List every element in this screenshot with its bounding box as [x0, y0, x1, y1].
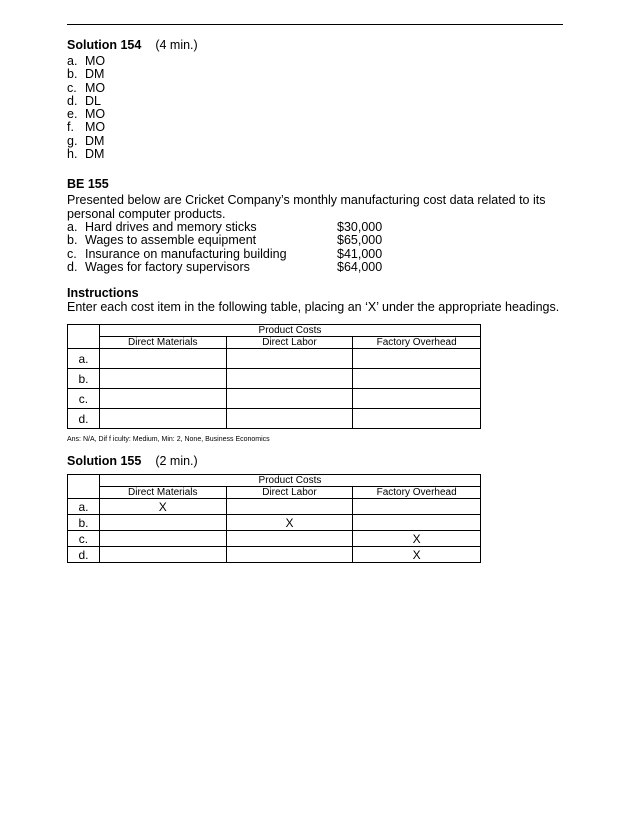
column-header: Direct Labor — [226, 337, 353, 349]
solution-155-time: (2 min.) — [155, 454, 198, 468]
solution-155-heading — [67, 454, 198, 468]
column-header: Direct Materials — [99, 337, 226, 349]
column-header: Direct Materials — [99, 487, 226, 499]
table-row — [68, 531, 481, 547]
cost-items-list — [67, 221, 382, 274]
group-header: Product Costs — [99, 475, 480, 487]
table-cell — [99, 515, 226, 531]
row-label: d. — [68, 409, 100, 429]
cost-item: d. Wages for factory supervisors $64,000 — [67, 259, 383, 274]
answer-item: c. MO — [67, 80, 106, 95]
cost-item: b. Wages to assemble equipment $65,000 — [67, 233, 383, 248]
table-cell[interactable] — [353, 369, 481, 389]
corner-cell — [68, 325, 100, 349]
answer-item: h. DM — [67, 147, 105, 162]
answer-item: f. MO — [67, 120, 106, 135]
table-cell — [99, 547, 226, 563]
solution-table — [67, 474, 481, 563]
table-cell — [226, 499, 353, 515]
solution-154-time: (4 min.) — [155, 38, 198, 52]
table-cell — [226, 531, 353, 547]
table-row — [68, 409, 481, 429]
answer-item: e. MO — [67, 107, 106, 122]
table-cell: X — [226, 515, 353, 531]
column-header: Direct Labor — [226, 487, 353, 499]
table-cell[interactable] — [99, 349, 226, 369]
column-header: Factory Overhead — [353, 337, 481, 349]
table-row — [68, 369, 481, 389]
table-cell[interactable] — [353, 409, 481, 429]
solution-154-heading — [67, 38, 198, 52]
answer-item: a. MO — [67, 54, 106, 68]
column-header: Factory Overhead — [353, 487, 481, 499]
row-label: b. — [68, 369, 100, 389]
table-cell[interactable] — [353, 349, 481, 369]
solution-154-title: Solution 154 — [67, 38, 142, 52]
row-label: c. — [68, 389, 100, 409]
table-cell — [99, 531, 226, 547]
be-155-intro: Presented below are Cricket Company’s monthly manufacturing cost data related to its personal computer products. — [67, 193, 546, 221]
blank-answer-table — [67, 324, 481, 429]
table-cell[interactable] — [99, 409, 226, 429]
question-metadata: Ans: N/A, Dif f iculty: Medium, Min: 2, None, Business Economics — [67, 436, 270, 443]
table-cell[interactable] — [226, 349, 353, 369]
answer-item: d. DL — [67, 93, 101, 108]
row-label: b. — [68, 515, 100, 531]
be-155-title: BE 155 — [67, 177, 109, 191]
table-cell: X — [353, 531, 481, 547]
top-rule — [67, 24, 563, 25]
cost-item: c. Insurance on manufacturing building $41,000 — [67, 246, 383, 261]
answer-item: b. DM — [67, 67, 105, 82]
table-row — [68, 515, 481, 531]
table-row — [68, 389, 481, 409]
table-cell — [226, 547, 353, 563]
table-cell: X — [353, 547, 481, 563]
row-label: a. — [68, 349, 100, 369]
answer-item: g. DM — [67, 133, 105, 148]
group-header: Product Costs — [99, 325, 480, 337]
row-label: c. — [68, 531, 100, 547]
row-label: a. — [68, 499, 100, 515]
table-row — [68, 499, 481, 515]
solution-155-title: Solution 155 — [67, 454, 142, 468]
table-cell[interactable] — [226, 409, 353, 429]
table-row — [68, 349, 481, 369]
table-cell[interactable] — [226, 389, 353, 409]
table-cell: X — [99, 499, 226, 515]
table-cell — [353, 515, 481, 531]
table-cell[interactable] — [99, 389, 226, 409]
solution-154-answers — [67, 55, 105, 161]
table-cell[interactable] — [99, 369, 226, 389]
instructions-text: Enter each cost item in the following table, placing an ‘X’ under the appropriate headings. — [67, 300, 560, 314]
table-cell[interactable] — [226, 369, 353, 389]
row-label: d. — [68, 547, 100, 563]
table-cell[interactable] — [353, 389, 481, 409]
instructions-title: Instructions — [67, 286, 139, 300]
corner-cell — [68, 475, 100, 499]
table-cell — [353, 499, 481, 515]
cost-item: a. Hard drives and memory sticks $30,000 — [67, 220, 383, 234]
table-row — [68, 547, 481, 563]
